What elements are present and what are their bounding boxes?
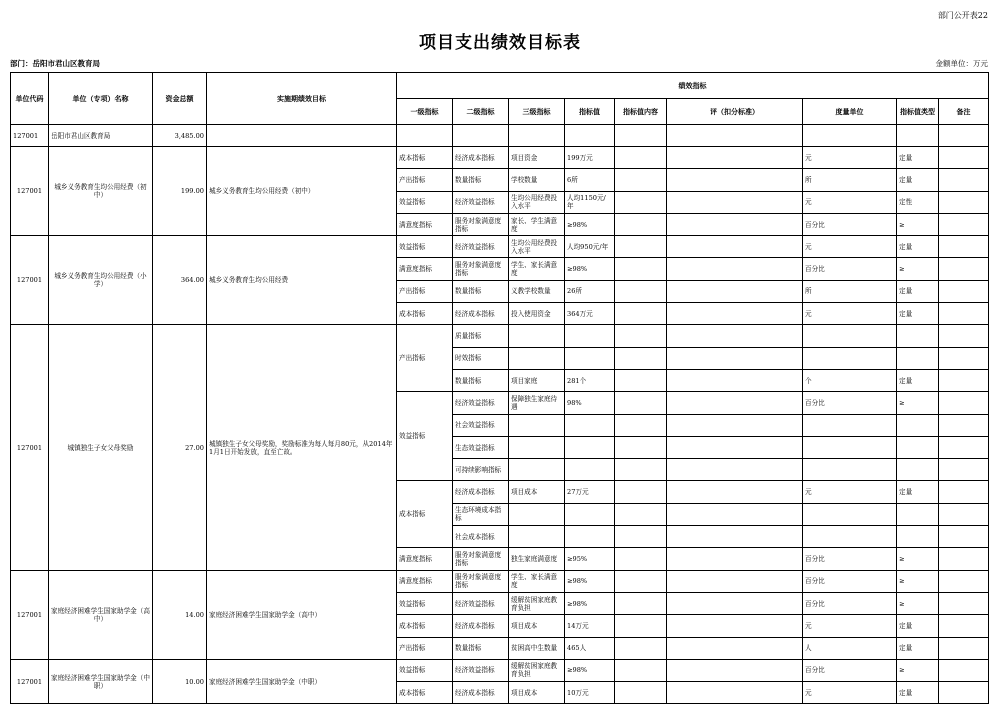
indicator-level1: 满意度指标 (397, 213, 453, 235)
indicator-value-type: 定量 (897, 369, 939, 391)
project-goal: 家庭经济困难学生国家助学金（中职） (207, 659, 397, 704)
indicator-value: 人均1150元/年 (565, 191, 615, 213)
indicator-value: 98% (565, 392, 615, 414)
header-level3: 三级指标 (509, 99, 565, 125)
indicator-value-content (615, 548, 667, 570)
indicator-value: 364万元 (565, 303, 615, 325)
project-code: 127001 (11, 325, 49, 570)
indicator-measure-unit: 百分比 (803, 659, 897, 681)
indicator-note (939, 347, 989, 369)
indicator-level3: 生均公用经费投入水平 (509, 236, 565, 258)
indicator-level2: 经济效益指标 (453, 659, 509, 681)
indicator-value-content (615, 347, 667, 369)
indicator-value: 199万元 (565, 147, 615, 169)
project-goal: 家庭经济困难学生国家助学金（高中） (207, 570, 397, 659)
indicator-level1: 满意度指标 (397, 258, 453, 280)
indicator-value (565, 325, 615, 347)
indicator-note (939, 236, 989, 258)
header-code: 单位代码 (11, 73, 49, 125)
indicator-measure-unit: 人 (803, 637, 897, 659)
header-goal: 实施期绩效目标 (207, 73, 397, 125)
indicator-evaluation (667, 459, 803, 481)
indicator-level2: 社会成本指标 (453, 526, 509, 548)
indicator-measure-unit: 元 (803, 303, 897, 325)
project-goal: 城镇独生子女父母奖励，奖励标准为每人每月80元，从2014年1月1日开始发放，直至亡故。 (207, 325, 397, 570)
indicator-value: ≥98% (565, 258, 615, 280)
indicator-level1: 产出指标 (397, 325, 453, 392)
currency-unit-label: 金额单位：万元 (935, 59, 988, 68)
indicator-evaluation (667, 280, 803, 302)
indicator-value-type (897, 526, 939, 548)
indicator-evaluation (667, 213, 803, 235)
indicator-level2: 数量指标 (453, 280, 509, 302)
indicator-level3: 项目成本 (509, 615, 565, 637)
indicator-level3: 项目成本 (509, 682, 565, 704)
indicator-level1: 满意度指标 (397, 548, 453, 570)
indicator-level1: 成本指标 (397, 682, 453, 704)
indicator-value: 26所 (565, 280, 615, 302)
indicator-value: ≥98% (565, 659, 615, 681)
indicator-evaluation (667, 191, 803, 213)
indicator-level1: 满意度指标 (397, 570, 453, 592)
indicator-measure-unit: 百分比 (803, 592, 897, 614)
indicator-note (939, 392, 989, 414)
page-title: 项目支出绩效目标表 (419, 33, 581, 53)
indicator-evaluation (667, 236, 803, 258)
project-code: 127001 (11, 570, 49, 659)
indicator-level3: 家长、学生满意度 (509, 213, 565, 235)
indicator-value-type: ≥ (897, 592, 939, 614)
indicator-value: 人均950元/年 (565, 236, 615, 258)
header-value-type: 指标值类型 (897, 99, 939, 125)
indicator-measure-unit: 元 (803, 191, 897, 213)
indicator-level1: 产出指标 (397, 280, 453, 302)
header-level1: 一级指标 (397, 99, 453, 125)
indicator-level2: 经济成本指标 (453, 682, 509, 704)
indicator-level2: 可持续影响指标 (453, 459, 509, 481)
indicator-level3: 义教学校数量 (509, 280, 565, 302)
indicator-note (939, 548, 989, 570)
indicator-measure-unit: 元 (803, 682, 897, 704)
indicator-measure-unit: 百分比 (803, 258, 897, 280)
indicator-value-type: 定量 (897, 236, 939, 258)
indicator-evaluation (667, 325, 803, 347)
indicator-note (939, 213, 989, 235)
indicator-value-content (615, 637, 667, 659)
table-row (11, 570, 989, 592)
indicator-value: ≥98% (565, 213, 615, 235)
project-name: 家庭经济困难学生国家助学金（中职） (49, 659, 153, 704)
header-value: 指标值 (565, 99, 615, 125)
indicator-level2: 经济成本指标 (453, 481, 509, 503)
indicator-value-content (615, 570, 667, 592)
indicator-value: ≥95% (565, 548, 615, 570)
table-row (11, 659, 989, 681)
indicator-measure-unit: 所 (803, 169, 897, 191)
indicator-value: 27万元 (565, 481, 615, 503)
indicator-note (939, 682, 989, 704)
indicator-note (939, 459, 989, 481)
indicator-value (565, 436, 615, 458)
indicator-value-content (615, 526, 667, 548)
indicator-note (939, 325, 989, 347)
indicator-evaluation (667, 503, 803, 525)
indicator-evaluation (667, 347, 803, 369)
indicator-level2: 经济效益指标 (453, 236, 509, 258)
indicator-evaluation (667, 570, 803, 592)
indicator-value-content (615, 191, 667, 213)
department-label: 部门：岳阳市君山区教育局 (10, 59, 100, 68)
org-code: 127001 (11, 125, 49, 147)
indicator-note (939, 659, 989, 681)
indicator-value-type: 定量 (897, 280, 939, 302)
indicator-level2: 服务对象满意度指标 (453, 258, 509, 280)
header-note: 备注 (939, 99, 989, 125)
page-tag: 部门公开表22 (937, 11, 988, 20)
indicator-value-type (897, 436, 939, 458)
project-code: 127001 (11, 659, 49, 704)
table-row (11, 147, 989, 169)
table-row (11, 236, 989, 258)
indicator-measure-unit (803, 436, 897, 458)
indicator-level2: 经济效益指标 (453, 392, 509, 414)
indicator-level3: 生均公用经费投入水平 (509, 191, 565, 213)
indicator-level3: 投入使用资金 (509, 303, 565, 325)
indicator-level1: 效益指标 (397, 592, 453, 614)
indicator-level2: 服务对象满意度指标 (453, 213, 509, 235)
indicator-measure-unit (803, 503, 897, 525)
indicator-value-type: ≥ (897, 258, 939, 280)
indicator-value-type: 定量 (897, 682, 939, 704)
indicator-note (939, 592, 989, 614)
header-evaluation: 评（扣分标准） (667, 99, 803, 125)
indicator-note (939, 637, 989, 659)
indicator-note (939, 369, 989, 391)
indicator-measure-unit: 元 (803, 236, 897, 258)
project-total: 364.00 (153, 236, 207, 325)
indicator-value-content (615, 258, 667, 280)
indicator-level2: 数量指标 (453, 369, 509, 391)
header-total: 资金总额 (153, 73, 207, 125)
project-code: 127001 (11, 147, 49, 236)
indicator-value-type (897, 503, 939, 525)
indicator-value-content (615, 682, 667, 704)
indicator-note (939, 414, 989, 436)
indicator-value-type: 定量 (897, 303, 939, 325)
indicator-measure-unit (803, 459, 897, 481)
indicator-value (565, 347, 615, 369)
indicator-note (939, 303, 989, 325)
indicator-value-type: 定性 (897, 191, 939, 213)
indicator-evaluation (667, 548, 803, 570)
indicator-level3 (509, 436, 565, 458)
indicator-level1: 效益指标 (397, 392, 453, 481)
project-total: 10.00 (153, 659, 207, 704)
indicator-value: 281个 (565, 369, 615, 391)
indicator-level1: 效益指标 (397, 659, 453, 681)
header-level2: 二级指标 (453, 99, 509, 125)
indicator-value-content (615, 369, 667, 391)
indicator-value: 6所 (565, 169, 615, 191)
indicator-note (939, 280, 989, 302)
indicator-level1: 产出指标 (397, 169, 453, 191)
indicator-level3 (509, 347, 565, 369)
indicator-value: 10万元 (565, 682, 615, 704)
indicator-level2: 生态环境成本指标 (453, 503, 509, 525)
performance-table (10, 72, 989, 704)
header-measure-unit: 度量单位 (803, 99, 897, 125)
indicator-value-type: 定量 (897, 147, 939, 169)
indicator-level3: 学校数量 (509, 169, 565, 191)
indicator-measure-unit: 元 (803, 481, 897, 503)
indicator-evaluation (667, 169, 803, 191)
indicator-level2: 数量指标 (453, 169, 509, 191)
indicator-level1: 成本指标 (397, 303, 453, 325)
project-code: 127001 (11, 236, 49, 325)
indicator-level1: 成本指标 (397, 147, 453, 169)
indicator-value: ≥98% (565, 570, 615, 592)
indicator-level3: 项目成本 (509, 481, 565, 503)
indicator-measure-unit: 所 (803, 280, 897, 302)
indicator-level3 (509, 526, 565, 548)
indicator-note (939, 191, 989, 213)
indicator-value-content (615, 481, 667, 503)
project-name: 家庭经济困难学生国家助学金（高中） (49, 570, 153, 659)
indicator-value-type: ≥ (897, 213, 939, 235)
indicator-value-content (615, 615, 667, 637)
indicator-value-type: 定量 (897, 481, 939, 503)
indicator-note (939, 526, 989, 548)
indicator-level2: 生态效益指标 (453, 436, 509, 458)
indicator-level3: 缓解贫困家庭教育负担 (509, 592, 565, 614)
indicator-value-content (615, 213, 667, 235)
indicator-evaluation (667, 436, 803, 458)
indicator-evaluation (667, 592, 803, 614)
indicator-value-type (897, 325, 939, 347)
indicator-value-type: ≥ (897, 659, 939, 681)
project-name: 城镇独生子女父母奖励 (49, 325, 153, 570)
project-total: 27.00 (153, 325, 207, 570)
indicator-level2: 服务对象满意度指标 (453, 548, 509, 570)
indicator-level1: 效益指标 (397, 236, 453, 258)
indicator-evaluation (667, 682, 803, 704)
indicator-measure-unit: 元 (803, 147, 897, 169)
indicator-value: 465人 (565, 637, 615, 659)
indicator-value-content (615, 147, 667, 169)
project-total: 199.00 (153, 147, 207, 236)
indicator-note (939, 147, 989, 169)
project-goal: 城乡义务教育生均公用经费（初中） (207, 147, 397, 236)
project-goal: 城乡义务教育生均公用经费 (207, 236, 397, 325)
indicator-evaluation (667, 414, 803, 436)
header-performance: 绩效指标 (397, 73, 989, 99)
project-total: 14.00 (153, 570, 207, 659)
indicator-value-content (615, 592, 667, 614)
indicator-level2: 社会效益指标 (453, 414, 509, 436)
indicator-value-content (615, 436, 667, 458)
indicator-value-content (615, 303, 667, 325)
indicator-value-type (897, 459, 939, 481)
indicator-value-content (615, 459, 667, 481)
org-total: 3,485.00 (153, 125, 207, 147)
header-value-content: 指标值内容 (615, 99, 667, 125)
indicator-level2: 数量指标 (453, 637, 509, 659)
indicator-note (939, 503, 989, 525)
indicator-evaluation (667, 147, 803, 169)
indicator-value-type (897, 414, 939, 436)
indicator-evaluation (667, 392, 803, 414)
indicator-evaluation (667, 615, 803, 637)
indicator-value: ≥98% (565, 592, 615, 614)
indicator-level1: 效益指标 (397, 191, 453, 213)
indicator-value-content (615, 236, 667, 258)
indicator-measure-unit: 百分比 (803, 392, 897, 414)
indicator-value-content (615, 392, 667, 414)
indicator-level3: 项目资金 (509, 147, 565, 169)
indicator-note (939, 436, 989, 458)
indicator-measure-unit: 百分比 (803, 213, 897, 235)
indicator-level2: 质量指标 (453, 325, 509, 347)
indicator-level1: 成本指标 (397, 481, 453, 548)
indicator-note (939, 169, 989, 191)
indicator-level3: 学生、家长满意度 (509, 258, 565, 280)
indicator-value-type: ≥ (897, 392, 939, 414)
indicator-note (939, 481, 989, 503)
indicator-evaluation (667, 258, 803, 280)
indicator-value-type: ≥ (897, 548, 939, 570)
indicator-value (565, 459, 615, 481)
org-row (11, 125, 989, 147)
indicator-value-content (615, 503, 667, 525)
indicator-note (939, 570, 989, 592)
indicator-measure-unit: 元 (803, 615, 897, 637)
project-name: 城乡义务教育生均公用经费（初中） (49, 147, 153, 236)
indicator-value-type: ≥ (897, 570, 939, 592)
indicator-level3 (509, 503, 565, 525)
indicator-level3 (509, 459, 565, 481)
project-name: 城乡义务教育生均公用经费（小学） (49, 236, 153, 325)
indicator-level2: 经济效益指标 (453, 191, 509, 213)
indicator-level2: 时效指标 (453, 347, 509, 369)
indicator-measure-unit: 百分比 (803, 570, 897, 592)
indicator-level3: 缓解贫困家庭教育负担 (509, 659, 565, 681)
indicator-measure-unit (803, 325, 897, 347)
indicator-level3 (509, 325, 565, 347)
indicator-value-content (615, 169, 667, 191)
indicator-level2: 经济成本指标 (453, 303, 509, 325)
indicator-level1: 产出指标 (397, 637, 453, 659)
org-name: 岳阳市君山区教育局 (49, 125, 153, 147)
indicator-value-content (615, 280, 667, 302)
indicator-value-content (615, 325, 667, 347)
indicator-value-type: 定量 (897, 615, 939, 637)
indicator-level3: 贫困高中生数量 (509, 637, 565, 659)
indicator-evaluation (667, 637, 803, 659)
table-row (11, 325, 989, 347)
indicator-evaluation (667, 481, 803, 503)
indicator-measure-unit (803, 526, 897, 548)
indicator-level2: 经济成本指标 (453, 615, 509, 637)
indicator-level2: 经济成本指标 (453, 147, 509, 169)
indicator-measure-unit (803, 347, 897, 369)
indicator-level3: 独生家庭满意度 (509, 548, 565, 570)
indicator-value: 14万元 (565, 615, 615, 637)
indicator-value (565, 503, 615, 525)
indicator-value (565, 414, 615, 436)
indicator-value-content (615, 414, 667, 436)
indicator-value-type (897, 347, 939, 369)
indicator-value-type: 定量 (897, 169, 939, 191)
indicator-evaluation (667, 526, 803, 548)
header-name: 单位（专项）名称 (49, 73, 153, 125)
indicator-level3: 学生、家长满意度 (509, 570, 565, 592)
indicator-level1: 成本指标 (397, 615, 453, 637)
indicator-value (565, 526, 615, 548)
indicator-level2: 经济效益指标 (453, 592, 509, 614)
indicator-measure-unit (803, 414, 897, 436)
indicator-level3 (509, 414, 565, 436)
indicator-level2: 服务对象满意度指标 (453, 570, 509, 592)
indicator-value-type: 定量 (897, 637, 939, 659)
indicator-evaluation (667, 369, 803, 391)
indicator-note (939, 258, 989, 280)
indicator-evaluation (667, 659, 803, 681)
indicator-measure-unit: 个 (803, 369, 897, 391)
indicator-evaluation (667, 303, 803, 325)
indicator-note (939, 615, 989, 637)
indicator-measure-unit: 百分比 (803, 548, 897, 570)
indicator-level3: 项目家庭 (509, 369, 565, 391)
indicator-value-content (615, 659, 667, 681)
indicator-level3: 保障独生家庭待遇 (509, 392, 565, 414)
